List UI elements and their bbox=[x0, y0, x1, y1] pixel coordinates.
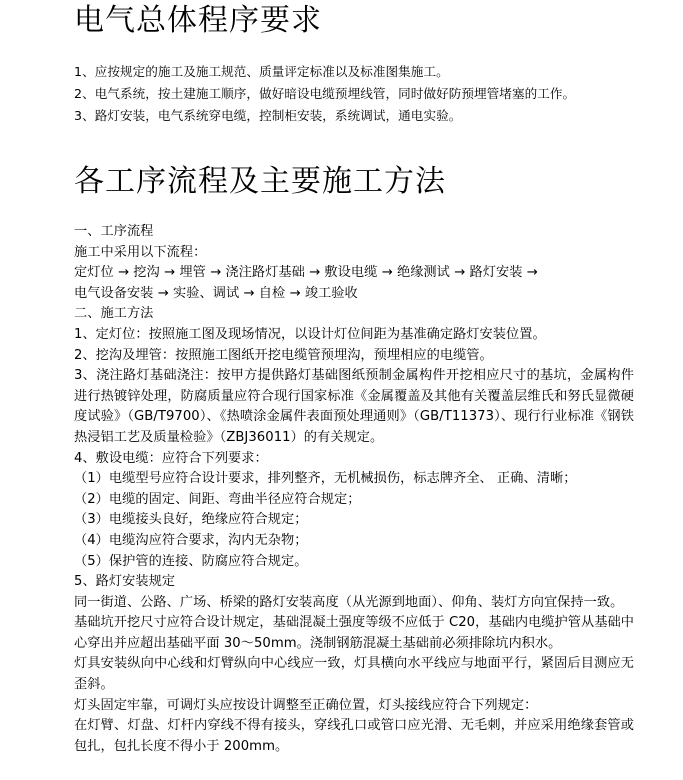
electrical-requirements-list bbox=[74, 61, 634, 127]
list-item: 3、路灯安装，电气系统穿电缆，控制柜安装，系统调试，通电实验。 bbox=[74, 108, 462, 123]
flow-line: 定灯位 → 挖沟 → 埋管 → 浇注路灯基础 → 敷设电缆 → 绝缘测试 → 路灯安装 → bbox=[74, 265, 538, 281]
document-page bbox=[74, 0, 634, 757]
paragraph: 基础坑开挖尺寸应符合设计规定，基础混凝土强度等级不应低于 C20，基础内电缆护管从基础中心穿出并应超出基础平面 30～50mm。浇制钢筋混凝土基础前必须排除坑内积水。 bbox=[74, 615, 634, 651]
section-title-procedures: 各工序流程及主要施工方法 bbox=[74, 164, 446, 199]
heading-process-flow: 一、工序流程 bbox=[74, 224, 154, 239]
paragraph: 在灯臂、灯盘、灯杆内穿线不得有接头，穿线孔口或管口应光滑、无毛刺，并应采用绝缘套管或包扎，包扎长度不得小于 200mm。 bbox=[74, 718, 634, 754]
cable-requirement: （2）电缆的固定、间距、弯曲半径应符合规定； bbox=[74, 491, 361, 507]
flow-line: 电气设备安装 → 实验、调试 → 自检 → 竣工验收 bbox=[74, 285, 358, 301]
procedures-body bbox=[74, 222, 634, 757]
method-item-trench-pipe: 2、挖沟及埋管：按照施工图纸开挖电缆管预埋沟，预埋相应的电缆管。 bbox=[74, 347, 493, 363]
list-item: 1、应按规定的施工及施工规范、质量评定标准以及标准图集施工。 bbox=[74, 64, 449, 79]
list-item: 2、电气系统，按土建施工顺序，做好暗设电缆预埋线管，同时做好防预埋管堵塞的工作。 bbox=[74, 86, 576, 101]
heading-construction-method: 二、施工方法 bbox=[74, 306, 154, 322]
cable-requirement: （3）电缆接头良好，绝缘应符合规定； bbox=[74, 512, 308, 528]
cable-requirement: （4）电缆沟应符合要求，沟内无杂物； bbox=[74, 532, 308, 548]
paragraph: 灯具安装纵向中心线和灯臂纵向中心线应一致，灯具横向水平线应与地面平行，紧固后目测应无歪斜。 bbox=[74, 656, 634, 693]
method-item-foundation: 3、浇注路灯基础浇注：按甲方提供路灯基础图纸预制金属构件开挖相应尺寸的基坑，金属构件进行热镀锌处理，防腐质量应符合现行国家标准《金属覆盖及其他有关覆盖层维氏和努氏显微硬度试验》（GB/T9700）、《热喷涂金属件表面预处理通则》（GB/T11373）、现行行业标准《钢铁热浸铝工艺及质量检验》（ZBJ36011）的有关规定。 bbox=[74, 368, 634, 445]
method-item-light-position: 1、定灯位：按照施工图及现场情况，以设计灯位间距为基准确定路灯安装位置。 bbox=[74, 326, 546, 342]
cable-requirement: （1）电缆型号应符合设计要求，排列整齐，无机械损伤，标志牌齐全、 正确、清晰； bbox=[74, 471, 577, 487]
method-item-lamp-install: 5、路灯安装规定 bbox=[74, 574, 176, 590]
paragraph: 同一街道、公路、广场、桥梁的路灯安装高度（从光源到地面）、仰角、装灯方向宜保持一致。 bbox=[74, 594, 624, 610]
method-item-cable: 4、敷设电缆：应符合下列要求： bbox=[74, 450, 268, 466]
flow-intro: 施工中采用以下流程： bbox=[74, 244, 207, 260]
section-title-electrical: 电气总体程序要求 bbox=[74, 3, 322, 38]
paragraph: 灯头固定牢靠，可调灯头应按设计调整至正确位置，灯头接线应符合下列规定： bbox=[74, 697, 538, 713]
cable-requirement: （5）保护管的连接、防腐应符合规定。 bbox=[74, 553, 308, 569]
